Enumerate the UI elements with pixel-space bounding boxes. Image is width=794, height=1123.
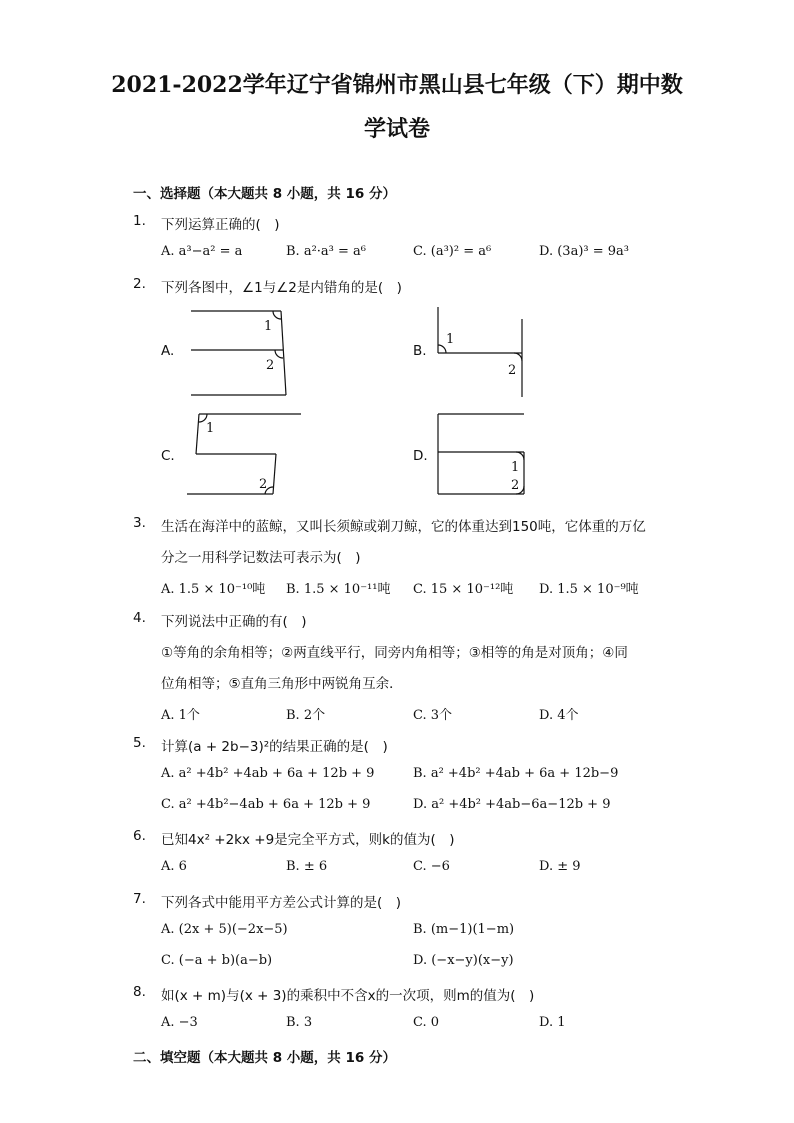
angle-2-label: 2 bbox=[511, 478, 520, 493]
option-b: B. 1.5 × 10⁻¹¹吨 bbox=[286, 582, 391, 597]
angle-2-label: 2 bbox=[508, 363, 517, 378]
option-b: B. (m−1)(1−m) bbox=[413, 922, 515, 937]
question-number: 8. bbox=[133, 984, 146, 1000]
option-b: B. 2个 bbox=[286, 708, 326, 723]
angle-2-label: 2 bbox=[266, 358, 275, 373]
figure-label-a: A. bbox=[161, 343, 175, 359]
figure-label-d: D. bbox=[413, 448, 428, 464]
question-text-line2: ①等角的余角相等；②两直线平行，同旁内角相等；③相等的角是对顶角；④同 bbox=[161, 645, 628, 661]
option-c: C. 3个 bbox=[413, 708, 453, 723]
option-d: D. 1 bbox=[539, 1015, 566, 1030]
option-c: C. (−a + b)(a−b) bbox=[161, 953, 273, 968]
option-b: B. a² +4b² +4ab + 6a + 12b−9 bbox=[413, 766, 619, 781]
question-number: 1. bbox=[133, 213, 146, 229]
question-text: 下列说法中正确的有( ) bbox=[161, 614, 307, 630]
option-a: A. (2x + 5)(−2x−5) bbox=[161, 922, 288, 937]
question-text: 下列各式中能用平方差公式计算的是( ) bbox=[161, 895, 402, 911]
question-text: 下列各图中，∠1与∠2是内错角的是( ) bbox=[161, 280, 402, 296]
figure-label-b: B. bbox=[413, 343, 427, 359]
option-c: C. 0 bbox=[413, 1015, 440, 1030]
option-c: C. (a³)² = a⁶ bbox=[413, 244, 492, 259]
option-a: A. 1个 bbox=[161, 708, 200, 723]
option-d: D. 1.5 × 10⁻⁹吨 bbox=[539, 582, 639, 597]
question-number: 5. bbox=[133, 735, 146, 751]
option-d: D. ± 9 bbox=[539, 859, 581, 874]
figure-a-diagram bbox=[185, 305, 295, 400]
question-number: 2. bbox=[133, 276, 146, 292]
figure-b-diagram bbox=[432, 305, 532, 400]
option-c: C. 15 × 10⁻¹²吨 bbox=[413, 582, 514, 597]
option-b: B. ± 6 bbox=[286, 859, 328, 874]
option-c: C. a² +4b²−4ab + 6a + 12b + 9 bbox=[161, 797, 371, 812]
option-c: C. −6 bbox=[413, 859, 450, 874]
question-number: 3. bbox=[133, 515, 146, 531]
option-d: D. a² +4b² +4ab−6a−12b + 9 bbox=[413, 797, 611, 812]
option-b: B. a²·a³ = a⁶ bbox=[286, 244, 366, 259]
question-number: 6. bbox=[133, 828, 146, 844]
page-title-line2: 学试卷 bbox=[363, 116, 430, 142]
question-text: 生活在海洋中的蓝鲸，又叫长须鲸或剃刀鲸，它的体重达到150吨，它体重的万亿 bbox=[161, 519, 646, 535]
angle-1-label: 1 bbox=[206, 421, 215, 436]
figure-label-c: C. bbox=[161, 448, 175, 464]
question-text: 如(x + m)与(x + 3)的乘积中不含x的一次项，则m的值为( ) bbox=[161, 988, 535, 1004]
angle-1-label: 1 bbox=[264, 319, 273, 334]
angle-1-label: 1 bbox=[446, 332, 455, 347]
page-title: 2021-2022学年辽宁省锦州市黑山县七年级（下）期中数 bbox=[111, 72, 683, 98]
question-text-line2: 分之一用科学记数法可表示为( ) bbox=[161, 550, 361, 566]
question-text: 计算(a + 2b−3)²的结果正确的是( ) bbox=[161, 739, 388, 755]
angle-2-label: 2 bbox=[259, 477, 268, 492]
question-number: 7. bbox=[133, 891, 146, 907]
option-d: D. (3a)³ = 9a³ bbox=[539, 244, 629, 259]
option-a: A. a² +4b² +4ab + 6a + 12b + 9 bbox=[161, 766, 375, 781]
angle-1-label: 1 bbox=[511, 460, 520, 475]
option-d: D. 4个 bbox=[539, 708, 579, 723]
figure-d-diagram bbox=[432, 408, 532, 500]
question-text: 已知4x² +2kx +9是完全平方式，则k的值为( ) bbox=[161, 832, 455, 848]
option-a: A. 1.5 × 10⁻¹⁰吨 bbox=[161, 582, 266, 597]
question-number: 4. bbox=[133, 610, 146, 626]
option-b: B. 3 bbox=[286, 1015, 313, 1030]
option-a: A. 6 bbox=[161, 859, 187, 874]
option-a: A. a³−a² = a bbox=[161, 244, 243, 259]
option-a: A. −3 bbox=[161, 1015, 198, 1030]
section-heading-choice: 一、选择题（本大题共 8 小题，共 16 分） bbox=[133, 186, 396, 202]
option-d: D. (−x−y)(x−y) bbox=[413, 953, 514, 968]
section-heading-fill: 二、填空题（本大题共 8 小题，共 16 分） bbox=[133, 1050, 396, 1066]
question-text: 下列运算正确的( ) bbox=[161, 217, 280, 233]
figure-c-diagram bbox=[183, 408, 308, 500]
question-text-line3: 位角相等；⑤直角三角形中两锐角互余． bbox=[161, 676, 403, 692]
